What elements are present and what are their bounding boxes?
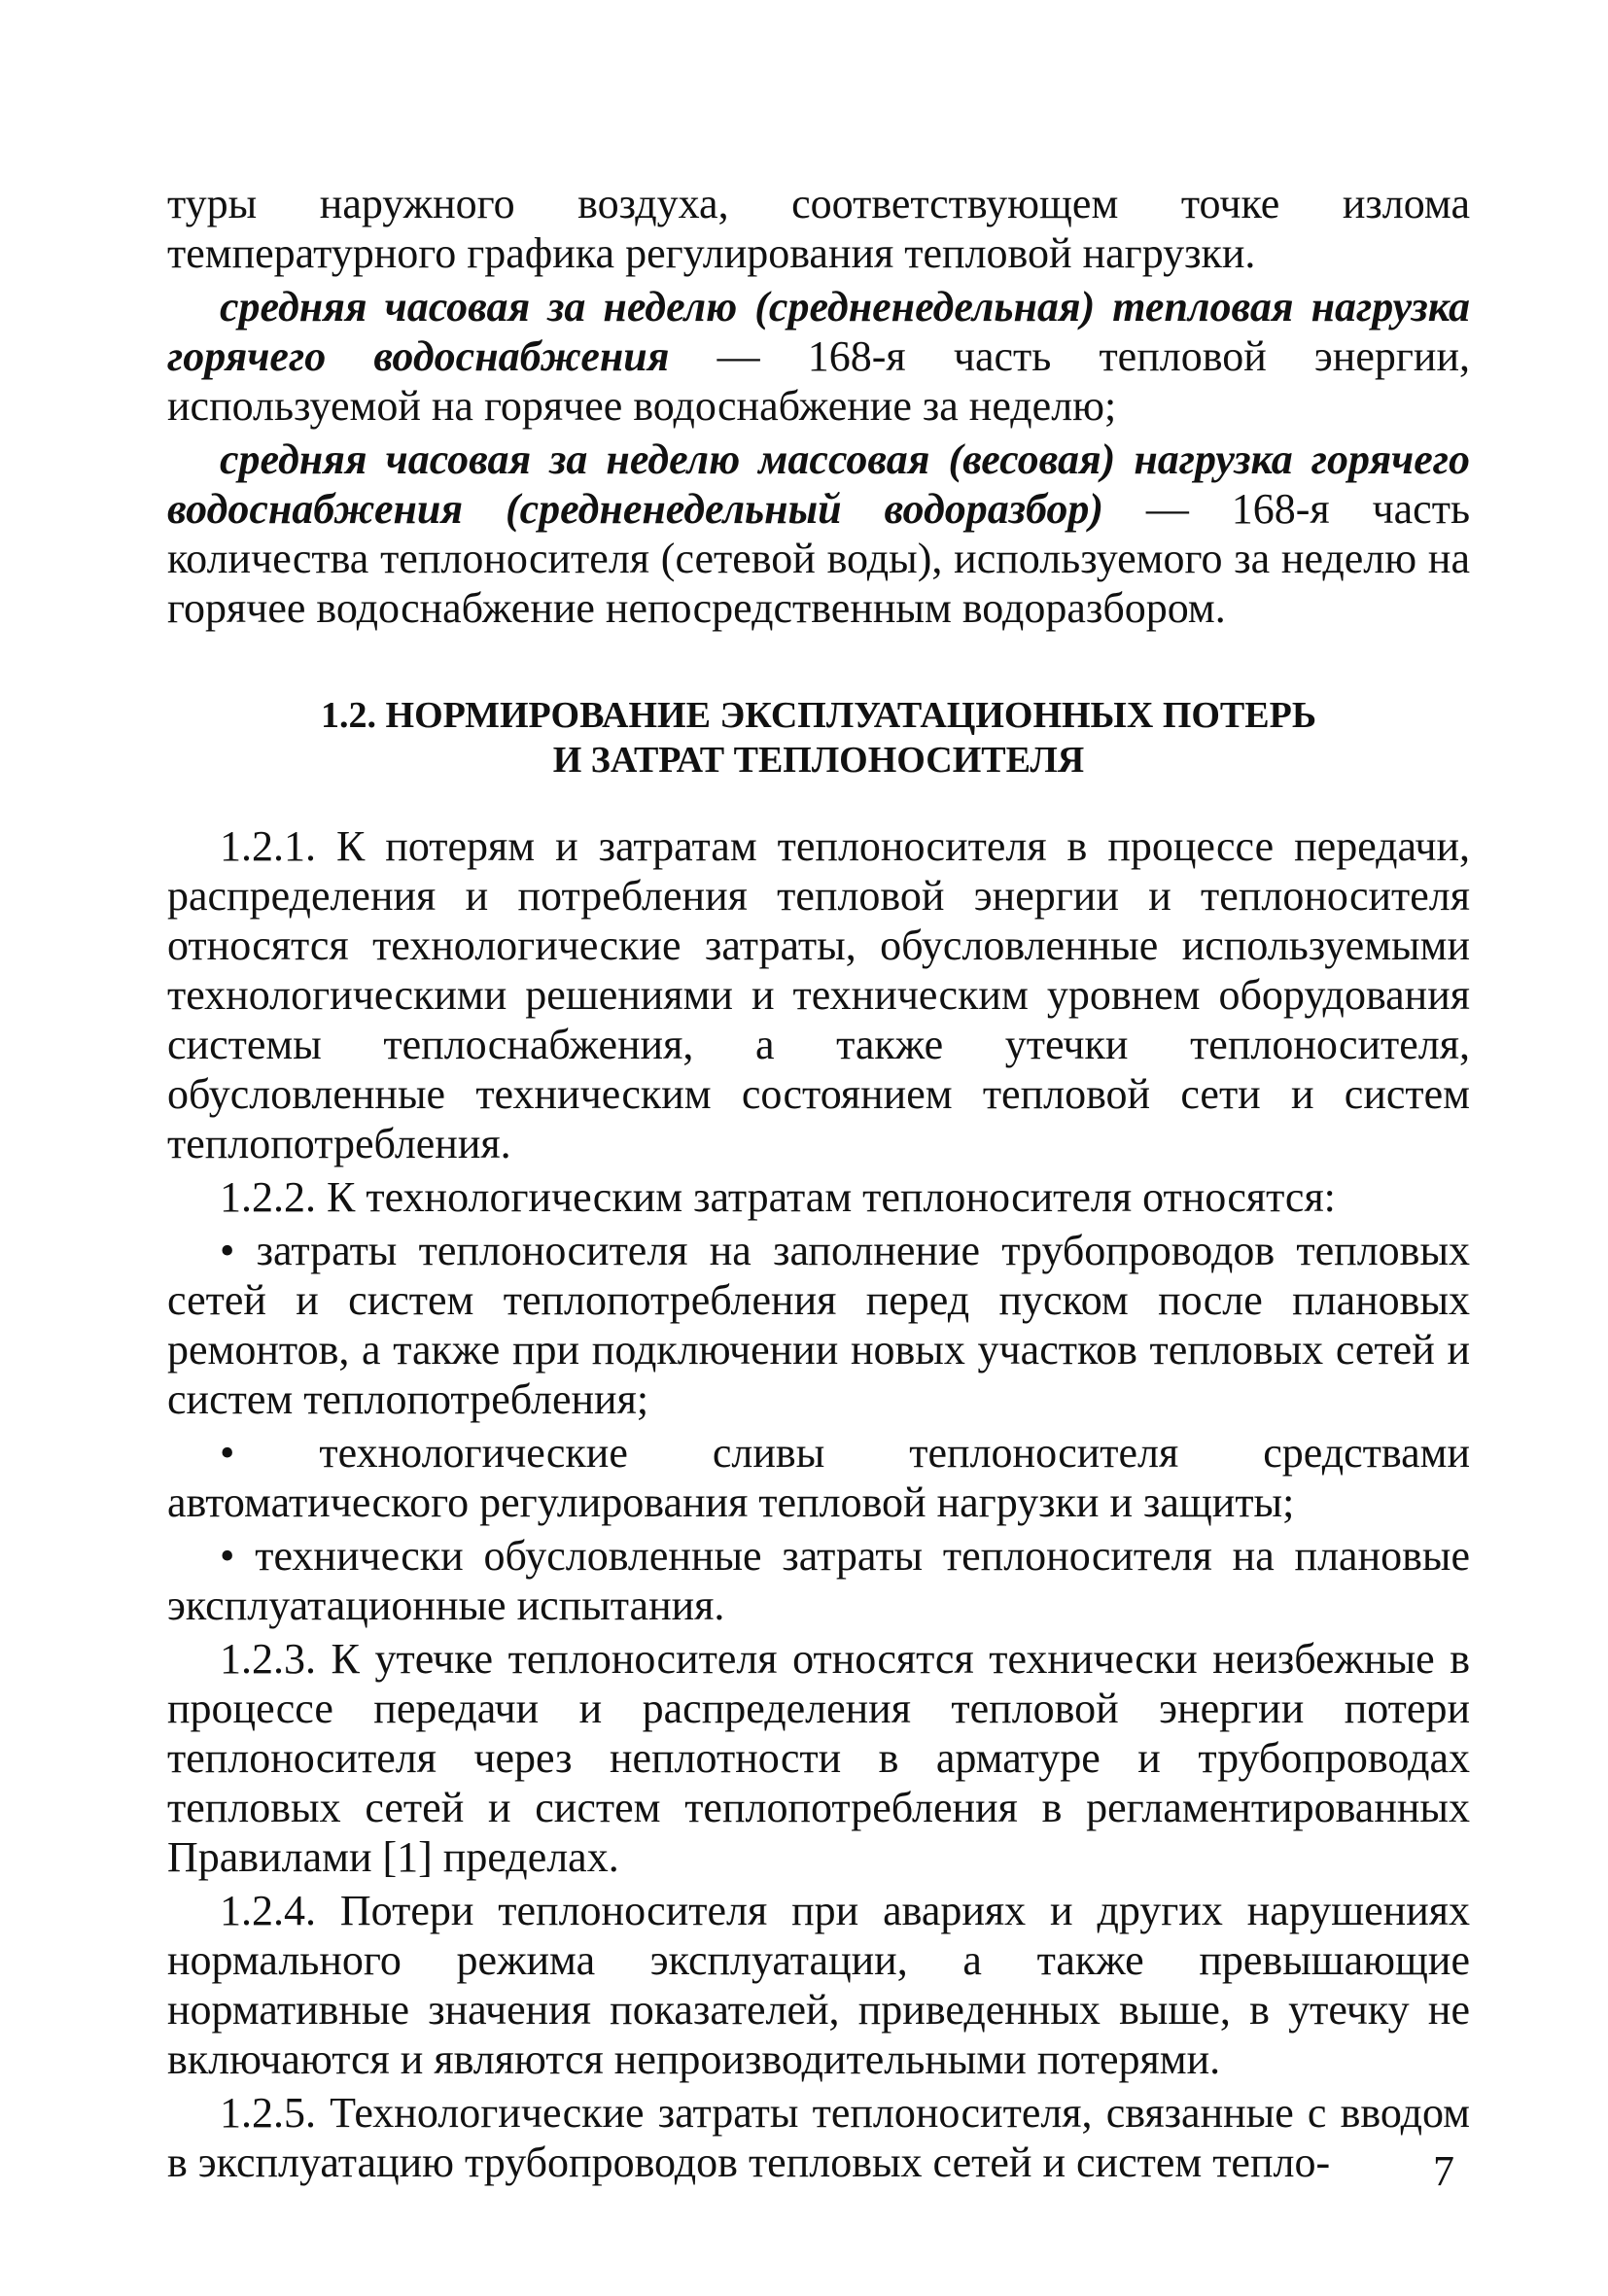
definition-text: — 168-я часть тепловой энергии, используемой на горячее водоснабжение за неделю;	[167, 332, 1471, 430]
intro-continuation: туры наружного воздуха, соответствующем точке излома температурного графика регулирования тепловой нагрузки.	[167, 180, 1470, 277]
definition-hot-water-mass-load	[167, 435, 1470, 633]
document-page	[167, 179, 1470, 2187]
paragraph-1-2-5: 1.2.5. Технологические затраты теплоносителя, связанные с вводом в эксплуатацию трубопроводов тепловых сетей и систем тепло-	[167, 2089, 1470, 2186]
paragraph-1-2-1: 1.2.1. К потерям и затратам теплоносителя в процессе передачи, распределения и потребления тепловой энергии и теплоносителя относятся технологические затраты, обусловленные используемыми технологическими решениями и техническим уровнем оборудования системы теплоснабжения, а также утечки теплоносителя, обусловленные техническим состоянием тепловой сети и систем теплопотребления.	[167, 822, 1470, 1167]
paragraph-1-2-4: 1.2.4. Потери теплоносителя при авариях и других нарушениях нормального режима эксплуатации, а также превышающие нормативные значения показателей, приведенных выше, в утечку не включаются и являются непроизводительными потерями.	[167, 1887, 1470, 2083]
definition-term: средняя часовая за неделю массовая (весовая) нагрузка горячего водоснабжения (средненедельный водоразбор)	[167, 435, 1470, 533]
paragraph-1-2-3: 1.2.3. К утечке теплоносителя относятся технически неизбежные в процессе передачи и распределения тепловой энергии потери теплоносителя через неплотности в арматуре и трубопроводах тепловых сетей и систем теплопотребления в регламентированных Правилами [1] пределах.	[167, 1635, 1470, 1881]
section-heading	[167, 693, 1470, 783]
bullet-item: • технически обусловленные затраты теплоносителя на плановые эксплуатационные испытания.	[167, 1532, 1470, 1629]
paragraph-1-2-2: 1.2.2. К технологическим затратам теплоносителя относятся:	[220, 1173, 1336, 1221]
section-heading-line1: 1.2. НОРМИРОВАНИЕ ЭКСПЛУАТАЦИОННЫХ ПОТЕРЬ	[321, 695, 1316, 736]
section-heading-line2: И ЗАТРАТ ТЕПЛОНОСИТЕЛЯ	[552, 740, 1085, 781]
definition-term: средняя часовая за неделю (средненедельная) тепловая нагрузка горячего водоснабжения	[167, 283, 1470, 380]
definition-text: — 168-я часть количества теплоносителя (сетевой воды), используемого за неделю на горячее водоснабжение непосредственным водоразбором.	[167, 485, 1471, 632]
bullet-item: • технологические сливы теплоносителя средствами автоматического регулирования тепловой нагрузки и защиты;	[167, 1429, 1470, 1526]
definition-hot-water-heat-load	[167, 282, 1470, 431]
page-number: 7	[1433, 2147, 1454, 2195]
bullet-item: • затраты теплоносителя на заполнение трубопроводов тепловых сетей и систем теплопотребления перед пуском после плановых ремонтов, а также при подключении новых участков тепловых сетей и систем теплопотребления;	[167, 1227, 1470, 1423]
